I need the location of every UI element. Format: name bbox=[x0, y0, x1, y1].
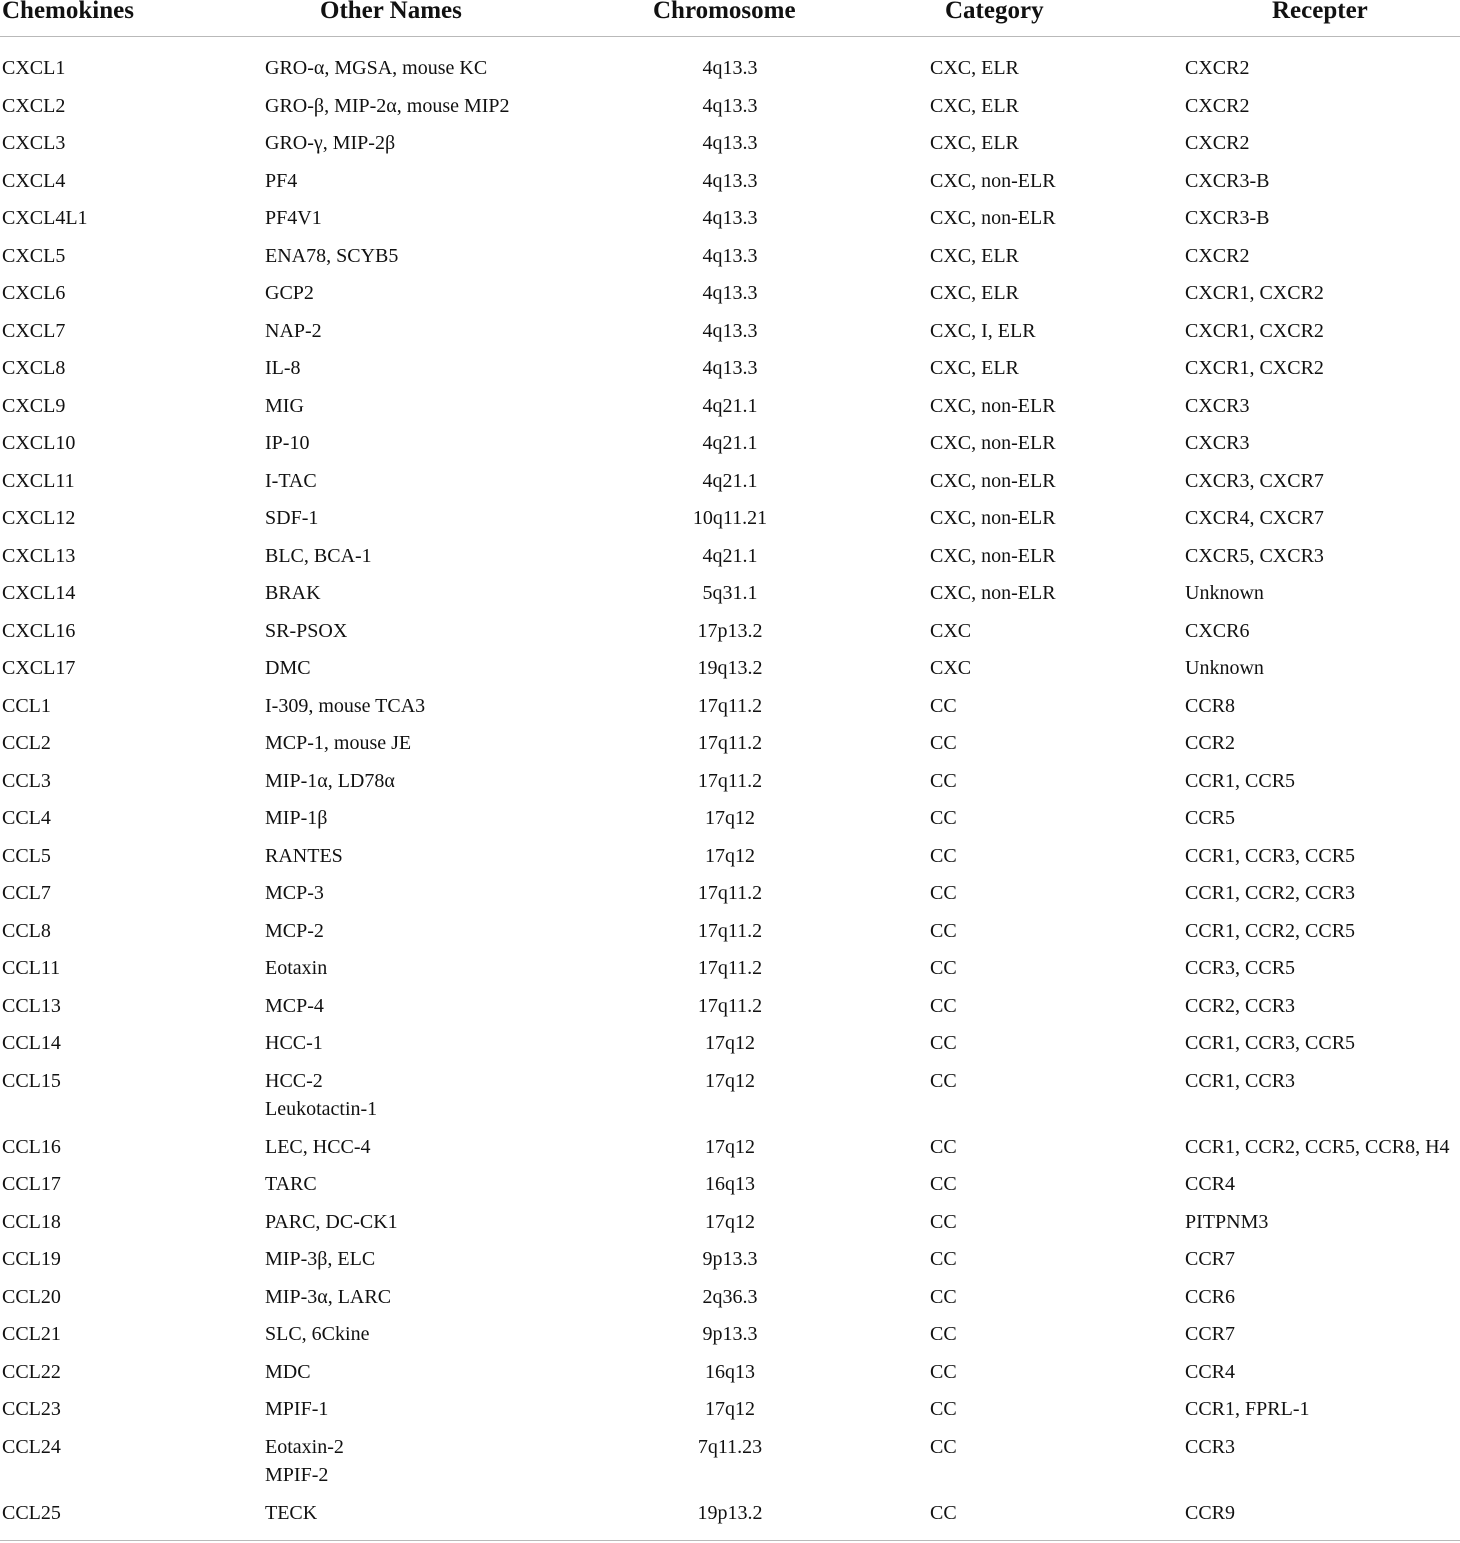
receptor: CXCR2 bbox=[1185, 94, 1250, 117]
chemokine-name: CCL2 bbox=[2, 732, 51, 754]
table-header bbox=[0, 0, 1460, 37]
table-row bbox=[0, 1029, 1460, 1067]
category: CC bbox=[930, 1323, 957, 1345]
other-names bbox=[265, 692, 425, 720]
receptor: CXCR1, CXCR2 bbox=[1185, 282, 1324, 304]
other-names bbox=[265, 879, 324, 907]
other-names bbox=[265, 242, 398, 270]
chromosome: 4q13.3 bbox=[702, 169, 758, 192]
receptor: CXCR1, CXCR2 bbox=[1185, 357, 1324, 379]
other-names bbox=[265, 842, 343, 870]
chemokine-name: CCL1 bbox=[2, 694, 51, 717]
other-names bbox=[265, 1433, 344, 1489]
category: CC bbox=[930, 732, 957, 754]
table-row bbox=[0, 467, 1460, 505]
other-names bbox=[265, 504, 318, 532]
chemokine-name: CXCL10 bbox=[2, 432, 76, 454]
receptor: Unknown bbox=[1185, 582, 1264, 604]
chemokine-name: CCL21 bbox=[2, 1323, 61, 1345]
chromosome: 17q12 bbox=[705, 1210, 755, 1233]
receptor: CXCR2 bbox=[1185, 244, 1250, 267]
other-names bbox=[265, 429, 309, 457]
table-row bbox=[0, 129, 1460, 167]
category: CXC, non-ELR bbox=[930, 469, 1056, 492]
receptor: CCR4 bbox=[1185, 1173, 1236, 1195]
other-name-line: IP-10 bbox=[265, 432, 310, 454]
chromosome: 7q11.23 bbox=[697, 1435, 763, 1458]
chromosome: 4q13.3 bbox=[702, 357, 758, 379]
table-row bbox=[0, 1320, 1460, 1358]
other-names bbox=[265, 767, 395, 795]
chromosome: 17q11.2 bbox=[697, 769, 763, 792]
receptor: PITPNM3 bbox=[1185, 1210, 1269, 1233]
other-names bbox=[265, 392, 304, 420]
other-name-line: ENA78, SCYB5 bbox=[265, 244, 399, 267]
table-row bbox=[0, 654, 1460, 692]
other-names bbox=[265, 1067, 377, 1123]
chemokine-name: CXCL9 bbox=[2, 394, 66, 417]
table-row bbox=[0, 1499, 1460, 1537]
chemokine-name: CCL25 bbox=[2, 1501, 61, 1524]
other-name-line: HCC-1 bbox=[265, 1032, 323, 1054]
chemokine-name: CCL16 bbox=[2, 1135, 61, 1158]
receptor: CXCR3 bbox=[1185, 394, 1250, 417]
other-name-line: GRO-γ, MIP-2β bbox=[265, 132, 396, 154]
category: CXC bbox=[930, 657, 972, 679]
table-row bbox=[0, 542, 1460, 580]
table-row bbox=[0, 804, 1460, 842]
other-name-line: TECK bbox=[265, 1501, 318, 1524]
other-names bbox=[265, 204, 322, 232]
category: CXC, ELR bbox=[930, 94, 1019, 117]
chromosome: 17q11.2 bbox=[697, 994, 763, 1017]
category: CXC, ELR bbox=[930, 244, 1019, 267]
other-names bbox=[265, 1358, 311, 1386]
table-row bbox=[0, 279, 1460, 317]
table-body bbox=[0, 54, 1460, 1536]
category: CC bbox=[930, 844, 957, 867]
table-row bbox=[0, 1283, 1460, 1321]
header-category: Category bbox=[945, 0, 1044, 24]
category: CXC, ELR bbox=[930, 132, 1019, 154]
table-row bbox=[0, 1358, 1460, 1396]
receptor: CXCR6 bbox=[1185, 619, 1250, 642]
chemokine-name: CXCL3 bbox=[2, 132, 66, 154]
other-name-line: MPIF-1 bbox=[265, 1398, 329, 1420]
chemokine-name: CCL8 bbox=[2, 919, 51, 942]
receptor: CCR7 bbox=[1185, 1323, 1236, 1345]
table-row bbox=[0, 1133, 1460, 1171]
category: CC bbox=[930, 882, 957, 904]
chromosome: 16q13 bbox=[705, 1173, 755, 1195]
category: CC bbox=[930, 1501, 957, 1524]
table-row bbox=[0, 354, 1460, 392]
table-row bbox=[0, 167, 1460, 205]
chromosome: 17q12 bbox=[705, 1069, 755, 1092]
chromosome: 16q13 bbox=[705, 1360, 755, 1383]
chromosome: 4q13.3 bbox=[702, 132, 758, 154]
other-name-line: MCP-3 bbox=[265, 882, 324, 904]
receptor: CCR5 bbox=[1185, 807, 1236, 829]
category: CC bbox=[930, 957, 957, 979]
table-row bbox=[0, 392, 1460, 430]
other-name-line: PARC, DC-CK1 bbox=[265, 1210, 398, 1233]
other-name-line: MIP-1β bbox=[265, 807, 328, 829]
category: CXC, I, ELR bbox=[930, 319, 1036, 342]
chemokine-name: CCL20 bbox=[2, 1285, 61, 1308]
chemokine-name: CCL11 bbox=[2, 957, 61, 979]
table-row bbox=[0, 992, 1460, 1030]
chemokine-name: CCL18 bbox=[2, 1210, 61, 1233]
category: CC bbox=[930, 1285, 957, 1308]
table-row bbox=[0, 317, 1460, 355]
receptor: CCR1, CCR5 bbox=[1185, 769, 1296, 792]
chromosome: 4q13.3 bbox=[702, 282, 758, 304]
other-names bbox=[265, 917, 324, 945]
chemokine-name: CCL15 bbox=[2, 1069, 61, 1092]
category: CXC, non-ELR bbox=[930, 544, 1056, 567]
header-receptor: Recepter bbox=[1272, 0, 1368, 24]
table-row bbox=[0, 204, 1460, 242]
other-name-line: MIP-3α, LARC bbox=[265, 1285, 392, 1308]
category: CC bbox=[930, 1069, 957, 1092]
chemokine-name: CXCL2 bbox=[2, 94, 66, 117]
chromosome: 4q21.1 bbox=[702, 544, 758, 567]
chromosome: 10q11.21 bbox=[692, 507, 768, 529]
chemokine-name: CXCL4L1 bbox=[2, 207, 88, 229]
chemokine-name: CCL22 bbox=[2, 1360, 61, 1383]
table-row bbox=[0, 1170, 1460, 1208]
chemokine-name: CXCL8 bbox=[2, 357, 66, 379]
table-row bbox=[0, 767, 1460, 805]
other-names bbox=[265, 804, 327, 832]
chromosome: 9p13.3 bbox=[702, 1248, 758, 1270]
table-row bbox=[0, 842, 1460, 880]
table-row bbox=[0, 1245, 1460, 1283]
receptor: CCR4 bbox=[1185, 1360, 1236, 1383]
chromosome: 4q13.3 bbox=[702, 244, 758, 267]
receptor: CCR2 bbox=[1185, 732, 1236, 754]
receptor: CCR1, CCR3 bbox=[1185, 1069, 1296, 1092]
other-name-line: MCP-4 bbox=[265, 994, 324, 1017]
chromosome: 2q36.3 bbox=[702, 1285, 758, 1308]
chromosome: 19p13.2 bbox=[697, 1501, 763, 1524]
chromosome: 17q12 bbox=[705, 807, 755, 829]
chemokine-name: CXCL12 bbox=[2, 507, 76, 529]
other-name-line: MIP-3β, ELC bbox=[265, 1248, 376, 1270]
category: CC bbox=[930, 694, 957, 717]
receptor: CXCR5, CXCR3 bbox=[1185, 544, 1324, 567]
chromosome: 4q13.3 bbox=[702, 207, 758, 229]
other-names bbox=[265, 1133, 371, 1161]
other-name-line: LEC, HCC-4 bbox=[265, 1135, 371, 1158]
receptor: CCR6 bbox=[1185, 1285, 1236, 1308]
other-name-line: Eotaxin-2 bbox=[265, 1435, 344, 1458]
other-names bbox=[265, 1499, 317, 1527]
table-row bbox=[0, 1433, 1460, 1499]
other-names bbox=[265, 54, 487, 82]
chemokine-name: CXCL7 bbox=[2, 319, 66, 342]
chemokine-name: CXCL17 bbox=[2, 657, 76, 679]
category: CXC bbox=[930, 619, 972, 642]
chemokine-name: CCL17 bbox=[2, 1173, 61, 1195]
table-row bbox=[0, 242, 1460, 280]
receptor: CCR1, CCR2, CCR3 bbox=[1185, 882, 1356, 904]
other-names bbox=[265, 1283, 391, 1311]
other-name-line: MIG bbox=[265, 394, 304, 417]
category: CC bbox=[930, 1398, 957, 1420]
chemokine-name: CXCL16 bbox=[2, 619, 76, 642]
other-names bbox=[265, 729, 411, 757]
category: CC bbox=[930, 1360, 957, 1383]
chromosome: 17q12 bbox=[705, 1398, 755, 1420]
category: CXC, non-ELR bbox=[930, 432, 1056, 454]
other-name-line: RANTES bbox=[265, 844, 343, 867]
table-row bbox=[0, 1067, 1460, 1133]
chromosome: 4q13.3 bbox=[702, 319, 758, 342]
other-names bbox=[265, 992, 324, 1020]
receptor: CCR8 bbox=[1185, 694, 1236, 717]
receptor: CXCR3-B bbox=[1185, 207, 1270, 229]
chemokine-name: CCL3 bbox=[2, 769, 51, 792]
other-name-line: MCP-2 bbox=[265, 919, 324, 942]
other-name-line: BRAK bbox=[265, 582, 321, 604]
chromosome: 4q21.1 bbox=[702, 394, 758, 417]
other-name-line: MIP-1α, LD78α bbox=[265, 769, 395, 792]
receptor: CCR7 bbox=[1185, 1248, 1236, 1270]
table-row bbox=[0, 429, 1460, 467]
chromosome: 5q31.1 bbox=[702, 582, 758, 604]
chemokine-name: CXCL13 bbox=[2, 544, 76, 567]
chromosome: 4q13.3 bbox=[702, 57, 758, 79]
table-row bbox=[0, 1208, 1460, 1246]
other-names bbox=[265, 617, 347, 645]
other-names bbox=[265, 279, 314, 307]
chromosome: 17q11.2 bbox=[697, 694, 763, 717]
category: CC bbox=[930, 1135, 957, 1158]
other-name-line: Leukotactin-1 bbox=[265, 1097, 378, 1120]
chemokine-name: CCL23 bbox=[2, 1398, 61, 1420]
receptor: CXCR4, CXCR7 bbox=[1185, 507, 1324, 529]
receptor: CCR2, CCR3 bbox=[1185, 994, 1296, 1017]
table-row bbox=[0, 579, 1460, 617]
chemokine-name: CCL7 bbox=[2, 882, 51, 904]
chemokine-name: CCL13 bbox=[2, 994, 61, 1017]
table-row bbox=[0, 692, 1460, 730]
other-names bbox=[265, 92, 510, 120]
other-names bbox=[265, 1320, 369, 1348]
receptor: CCR9 bbox=[1185, 1501, 1236, 1524]
chemokine-name: CCL14 bbox=[2, 1032, 61, 1054]
other-names bbox=[265, 354, 301, 382]
other-names bbox=[265, 1245, 375, 1273]
category: CXC, ELR bbox=[930, 357, 1019, 379]
receptor: CCR1, CCR3, CCR5 bbox=[1185, 844, 1356, 867]
other-name-line: GRO-β, MIP-2α, mouse MIP2 bbox=[265, 94, 510, 117]
receptor: CCR1, CCR2, CCR5 bbox=[1185, 919, 1356, 942]
chromosome: 17p13.2 bbox=[697, 619, 763, 642]
receptor: CXCR3 bbox=[1185, 432, 1250, 454]
category: CC bbox=[930, 1435, 957, 1458]
other-name-line: MCP-1, mouse JE bbox=[265, 732, 412, 754]
table-row bbox=[0, 729, 1460, 767]
other-names bbox=[265, 542, 372, 570]
other-name-line: MPIF-2 bbox=[265, 1463, 329, 1486]
other-name-line: SR-PSOX bbox=[265, 619, 348, 642]
chromosome: 4q21.1 bbox=[702, 432, 758, 454]
other-name-line: I-TAC bbox=[265, 469, 317, 492]
other-name-line: Eotaxin bbox=[265, 957, 328, 979]
category: CC bbox=[930, 1173, 957, 1195]
category: CXC, non-ELR bbox=[930, 582, 1056, 604]
category: CC bbox=[930, 994, 957, 1017]
table-row bbox=[0, 879, 1460, 917]
category: CXC, non-ELR bbox=[930, 169, 1056, 192]
receptor: CCR1, CCR3, CCR5 bbox=[1185, 1032, 1356, 1054]
receptor: CXCR1, CXCR2 bbox=[1185, 319, 1324, 342]
other-names bbox=[265, 167, 297, 195]
chemokine-name: CXCL1 bbox=[2, 57, 66, 79]
chromosome: 9p13.3 bbox=[702, 1323, 758, 1345]
other-name-line: SLC, 6Ckine bbox=[265, 1323, 370, 1345]
other-names bbox=[265, 129, 395, 157]
receptor: CXCR2 bbox=[1185, 57, 1250, 79]
chemokine-name: CXCL6 bbox=[2, 282, 66, 304]
other-name-line: MDC bbox=[265, 1360, 311, 1383]
other-names bbox=[265, 1170, 317, 1198]
chromosome: 17q12 bbox=[705, 1032, 755, 1054]
table-row bbox=[0, 1395, 1460, 1433]
chemokine-name: CCL4 bbox=[2, 807, 51, 829]
category: CXC, ELR bbox=[930, 282, 1019, 304]
chromosome: 4q13.3 bbox=[702, 94, 758, 117]
header-chemokines: Chemokines bbox=[2, 0, 134, 24]
category: CXC, ELR bbox=[930, 57, 1019, 79]
receptor: Unknown bbox=[1185, 657, 1264, 679]
chromosome: 19q13.2 bbox=[697, 657, 763, 679]
chromosome: 17q11.2 bbox=[697, 882, 763, 904]
chromosome: 17q11.2 bbox=[697, 732, 763, 754]
other-name-line: PF4 bbox=[265, 169, 298, 192]
receptor: CXCR3-B bbox=[1185, 169, 1270, 192]
receptor: CCR1, CCR2, CCR5, CCR8, H4 bbox=[1185, 1135, 1450, 1158]
table-row bbox=[0, 954, 1460, 992]
table-row bbox=[0, 617, 1460, 655]
other-names bbox=[265, 467, 317, 495]
receptor: CXCR2 bbox=[1185, 132, 1250, 154]
other-names bbox=[265, 317, 322, 345]
other-name-line: PF4V1 bbox=[265, 207, 322, 229]
category: CC bbox=[930, 1210, 957, 1233]
other-names bbox=[265, 954, 327, 982]
chromosome: 17q12 bbox=[705, 844, 755, 867]
receptor: CXCR3, CXCR7 bbox=[1185, 469, 1324, 492]
category: CXC, non-ELR bbox=[930, 207, 1056, 229]
other-names bbox=[265, 1029, 323, 1057]
header-chromosome: Chromosome bbox=[653, 0, 796, 24]
table-row bbox=[0, 54, 1460, 92]
other-name-line: GRO-α, MGSA, mouse KC bbox=[265, 57, 488, 79]
other-names bbox=[265, 1208, 398, 1236]
other-names bbox=[265, 654, 311, 682]
chromosome: 17q11.2 bbox=[697, 919, 763, 942]
other-name-line: I-309, mouse TCA3 bbox=[265, 694, 426, 717]
bottom-rule bbox=[0, 1540, 1460, 1541]
other-name-line: DMC bbox=[265, 657, 311, 679]
category: CXC, non-ELR bbox=[930, 394, 1056, 417]
category: CXC, non-ELR bbox=[930, 507, 1056, 529]
other-names bbox=[265, 579, 321, 607]
chemokine-name: CXCL11 bbox=[2, 469, 75, 492]
chemokine-name: CCL24 bbox=[2, 1435, 61, 1458]
chemokine-name: CXCL4 bbox=[2, 169, 66, 192]
category: CC bbox=[930, 1248, 957, 1270]
header-other-names: Other Names bbox=[320, 0, 462, 24]
chromosome: 17q12 bbox=[705, 1135, 755, 1158]
other-name-line: BLC, BCA-1 bbox=[265, 544, 372, 567]
category: CC bbox=[930, 807, 957, 829]
other-name-line: TARC bbox=[265, 1173, 317, 1195]
other-name-line: GCP2 bbox=[265, 282, 314, 304]
table-row bbox=[0, 917, 1460, 955]
other-names bbox=[265, 1395, 328, 1423]
chemokine-name: CCL5 bbox=[2, 844, 51, 867]
chemokine-name: CXCL14 bbox=[2, 582, 76, 604]
table-row bbox=[0, 92, 1460, 130]
other-name-line: NAP-2 bbox=[265, 319, 322, 342]
other-name-line: HCC-2 bbox=[265, 1069, 323, 1092]
other-name-line: SDF-1 bbox=[265, 507, 319, 529]
chemokine-name: CXCL5 bbox=[2, 244, 66, 267]
receptor: CCR3 bbox=[1185, 1435, 1236, 1458]
receptor: CCR3, CCR5 bbox=[1185, 957, 1296, 979]
other-name-line: IL-8 bbox=[265, 357, 301, 379]
category: CC bbox=[930, 769, 957, 792]
chemokine-name: CCL19 bbox=[2, 1248, 61, 1270]
chromosome: 17q11.2 bbox=[697, 957, 763, 979]
category: CC bbox=[930, 919, 957, 942]
category: CC bbox=[930, 1032, 957, 1054]
receptor: CCR1, FPRL-1 bbox=[1185, 1398, 1310, 1420]
table-row bbox=[0, 504, 1460, 542]
chromosome: 4q21.1 bbox=[702, 469, 758, 492]
